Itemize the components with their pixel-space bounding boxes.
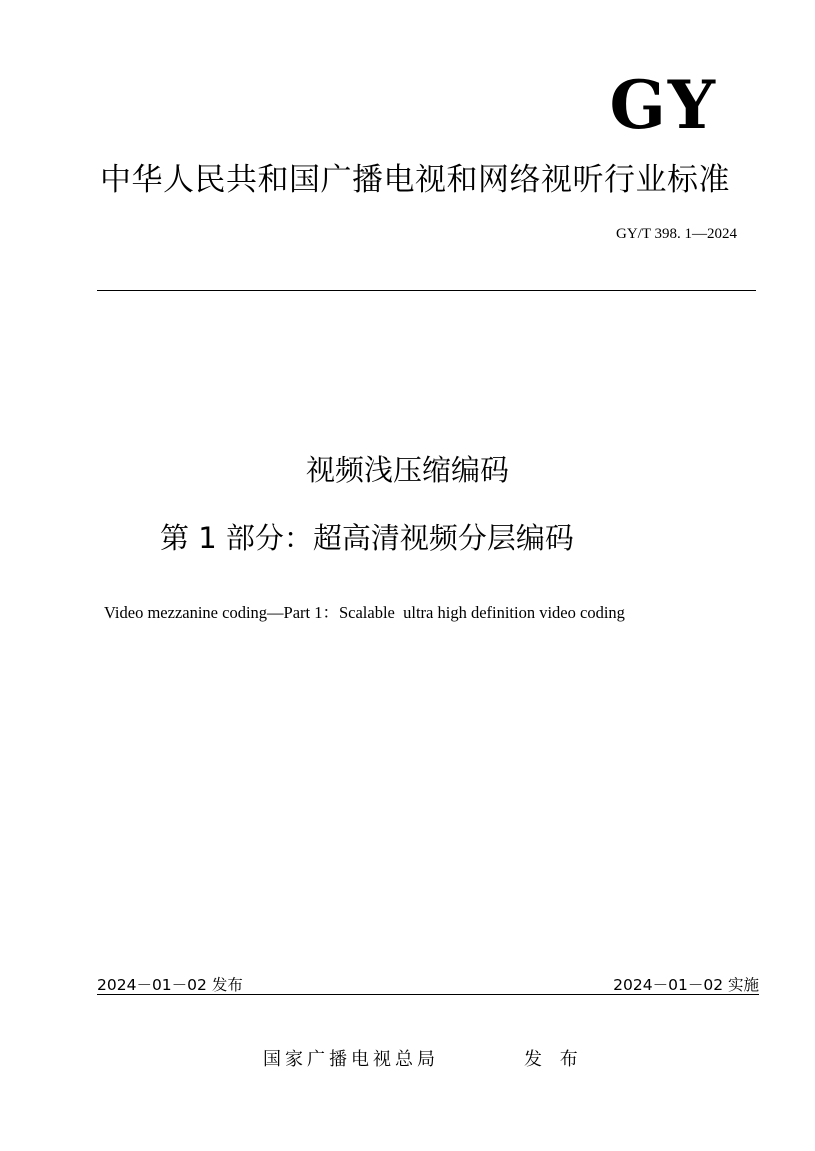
document-title: 视频浅压缩编码 bbox=[305, 453, 509, 487]
english-title: Video mezzanine coding—Part 1：Scalable ultra high definition video coding bbox=[104, 603, 625, 622]
publish-label: 发 布 bbox=[524, 1049, 584, 1070]
standard-category: 中华人民共和国广播电视和网络视听行业标准 bbox=[100, 162, 730, 198]
issue-date: 2024－01－02 发布 bbox=[97, 976, 243, 994]
standard-number: GY/T 398. 1—2024 bbox=[616, 226, 737, 242]
implementation-date: 2024－01－02 实施 bbox=[613, 976, 759, 994]
standard-logo: GY bbox=[609, 66, 717, 144]
issuing-authority: 国家广播电视总局 bbox=[263, 1049, 439, 1070]
header-divider bbox=[97, 290, 756, 291]
document-subtitle: 第 1 部分：超高清视频分层编码 bbox=[160, 521, 574, 555]
footer-divider bbox=[97, 994, 759, 995]
